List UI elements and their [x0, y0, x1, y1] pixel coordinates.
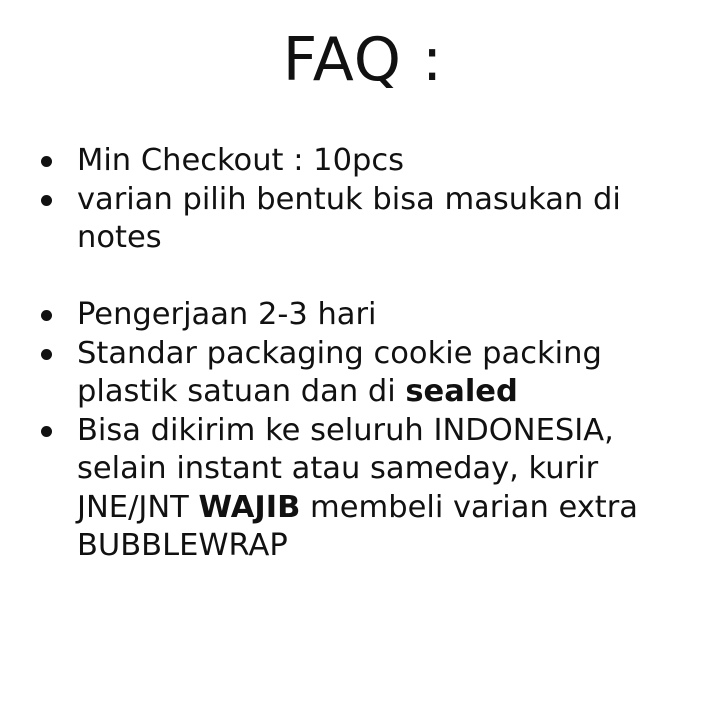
- faq-item-varian: [77, 181, 697, 258]
- faq-item-bold-text: WAJIB: [198, 489, 301, 525]
- page-title: FAQ :: [282, 25, 444, 95]
- faq-item-pengerjaan: [77, 296, 697, 335]
- faq-item-text: Standar packaging cookie packing plastik satuan dan di: [77, 335, 602, 409]
- faq-item-text-after: membeli varian extra BUBBLEWRAP: [77, 489, 638, 563]
- faq-item-bold-text: sealed: [405, 374, 518, 409]
- bullet-icon: [41, 195, 52, 206]
- faq-item-shipping: [77, 412, 697, 566]
- faq-item-text: Bisa dikirim ke seluruh INDONESIA, selain instant atau sameday, kurir JNE/JNT: [77, 412, 614, 525]
- faq-item-text: varian pilih bentuk bisa masukan di notes: [77, 181, 621, 255]
- bullet-icon: [41, 310, 52, 321]
- faq-item-text: Min Checkout : 10pcs: [77, 143, 404, 178]
- faq-item-min-checkout: [77, 142, 697, 181]
- bullet-icon: [41, 426, 52, 437]
- bullet-icon: [41, 349, 52, 360]
- bullet-icon: [41, 156, 52, 167]
- faq-item-text: Pengerjaan 2-3 hari: [77, 297, 377, 332]
- faq-list: [77, 142, 697, 566]
- faq-item-packaging: [77, 335, 697, 412]
